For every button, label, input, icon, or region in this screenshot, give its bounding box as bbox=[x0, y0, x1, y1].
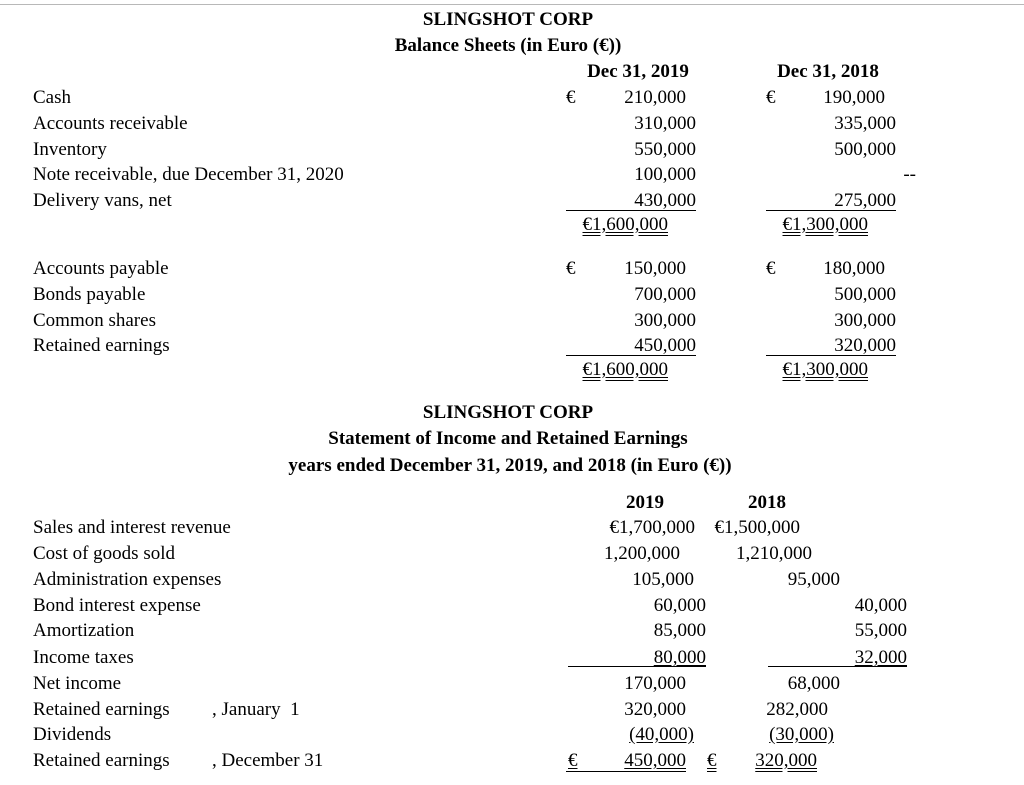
income-value-2019: 80,000 bbox=[653, 647, 706, 668]
income-value-2019: 450,000 bbox=[624, 750, 686, 771]
income-row-label: Bond interest expense bbox=[33, 595, 201, 616]
liability-value-2018: 300,000 bbox=[834, 310, 896, 331]
double-rule bbox=[566, 771, 686, 772]
income-value-2018: 282,000 bbox=[766, 699, 828, 720]
income-row-label: Net income bbox=[33, 673, 122, 694]
subtotal-rule bbox=[768, 666, 907, 667]
income-statement-title: Statement of Income and Retained Earnings bbox=[328, 428, 688, 449]
income-value-2019: 170,000 bbox=[624, 673, 686, 694]
income-col-2019: 2019 bbox=[626, 492, 664, 513]
income-value-2018: 95,000 bbox=[787, 569, 840, 590]
income-row-label: Cost of goods sold bbox=[33, 543, 175, 564]
income-value-2019: (40,000) bbox=[629, 724, 694, 745]
asset-value-2018: 275,000 bbox=[834, 190, 896, 211]
asset-value-2019: 310,000 bbox=[634, 113, 696, 134]
income-value-2019: 60,000 bbox=[653, 595, 706, 616]
asset-value-2018: -- bbox=[903, 164, 916, 185]
balance-sheet-title: Balance Sheets (in Euro (€)) bbox=[394, 35, 622, 56]
currency-symbol: € bbox=[766, 258, 776, 279]
income-row-label: Dividends bbox=[33, 724, 112, 745]
liabilities-total-2019: €1,600,000 bbox=[582, 359, 668, 380]
assets-total-2019: €1,600,000 bbox=[582, 214, 668, 235]
liability-value-2018: 180,000 bbox=[823, 258, 885, 279]
income-row-label: Amortization bbox=[33, 620, 135, 641]
income-value-2018: 1,210,000 bbox=[736, 543, 812, 564]
asset-value-2018: 335,000 bbox=[834, 113, 896, 134]
income-value-2018: (30,000) bbox=[769, 724, 834, 745]
income-row-label: Sales and interest revenue bbox=[33, 517, 231, 538]
income-row-label: Retained earnings bbox=[33, 699, 170, 720]
asset-label: Inventory bbox=[33, 139, 107, 160]
income-value-2019: 320,000 bbox=[624, 699, 686, 720]
subtotal-rule bbox=[766, 355, 896, 356]
cropped-top-text-line bbox=[0, 0, 1024, 5]
liability-value-2018: 500,000 bbox=[834, 284, 896, 305]
liabilities-total-2018: €1,300,000 bbox=[782, 359, 868, 380]
asset-value-2018: 500,000 bbox=[834, 139, 896, 160]
asset-value-2019: 100,000 bbox=[634, 164, 696, 185]
asset-label: Accounts receivable bbox=[33, 113, 188, 134]
subtotal-rule bbox=[766, 210, 896, 211]
balance-sheet-col-2018: Dec 31, 2018 bbox=[777, 61, 879, 82]
asset-label: Note receivable, due December 31, 2020 bbox=[33, 164, 344, 185]
income-value-2018: 55,000 bbox=[854, 620, 907, 641]
liability-value-2019: 700,000 bbox=[634, 284, 696, 305]
liability-label: Common shares bbox=[33, 310, 156, 331]
subtotal-rule bbox=[568, 666, 706, 667]
balance-sheet-company: SLINGSHOT CORP bbox=[422, 9, 594, 30]
income-statement-subtitle: years ended December 31, 2019, and 2018 (in Euro (€)) bbox=[288, 455, 732, 476]
asset-value-2018: 190,000 bbox=[823, 87, 885, 108]
liability-label: Accounts payable bbox=[33, 258, 169, 279]
asset-label: Delivery vans, net bbox=[33, 190, 172, 211]
income-col-2018: 2018 bbox=[748, 492, 786, 513]
income-value-2018: 32,000 bbox=[854, 647, 907, 668]
income-statement-company: SLINGSHOT CORP bbox=[422, 402, 594, 423]
liability-value-2019: 300,000 bbox=[634, 310, 696, 331]
income-row-label-suffix: , December 31 bbox=[212, 750, 324, 771]
liability-value-2019: 450,000 bbox=[634, 335, 696, 356]
assets-total-2018: €1,300,000 bbox=[782, 214, 868, 235]
income-row-label: Administration expenses bbox=[33, 569, 222, 590]
income-value-2018: 68,000 bbox=[787, 673, 840, 694]
income-value-2019: 1,200,000 bbox=[604, 543, 680, 564]
income-row-label: Income taxes bbox=[33, 647, 134, 668]
balance-sheet-col-2019: Dec 31, 2019 bbox=[587, 61, 689, 82]
liability-label: Bonds payable bbox=[33, 284, 146, 305]
asset-value-2019: 550,000 bbox=[634, 139, 696, 160]
currency-symbol: € bbox=[707, 750, 717, 771]
income-value-2018: €1,500,000 bbox=[714, 517, 800, 538]
asset-value-2019: 210,000 bbox=[624, 87, 686, 108]
asset-value-2019: 430,000 bbox=[634, 190, 696, 211]
currency-symbol: € bbox=[566, 87, 576, 108]
income-value-2018: 40,000 bbox=[854, 595, 907, 616]
income-row-label-suffix: , January 1 bbox=[212, 699, 300, 720]
income-value-2018: 320,000 bbox=[755, 750, 817, 771]
income-value-2019: 85,000 bbox=[653, 620, 706, 641]
liability-label: Retained earnings bbox=[33, 335, 170, 356]
asset-label: Cash bbox=[33, 87, 71, 108]
liability-value-2019: 150,000 bbox=[624, 258, 686, 279]
currency-symbol: € bbox=[766, 87, 776, 108]
income-row-label: Retained earnings bbox=[33, 750, 170, 771]
subtotal-rule bbox=[566, 210, 696, 211]
subtotal-rule bbox=[566, 355, 696, 356]
income-value-2019: 105,000 bbox=[632, 569, 694, 590]
currency-symbol: € bbox=[568, 750, 578, 771]
liability-value-2018: 320,000 bbox=[834, 335, 896, 356]
income-value-2019: €1,700,000 bbox=[609, 517, 695, 538]
currency-symbol: € bbox=[566, 258, 576, 279]
